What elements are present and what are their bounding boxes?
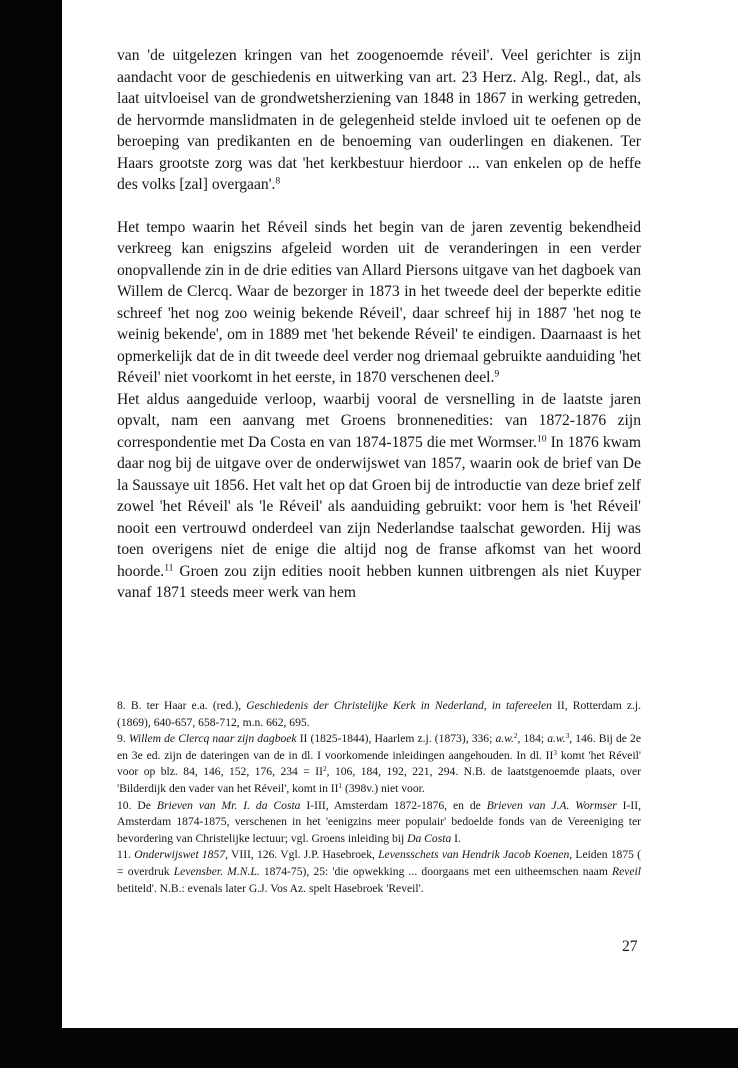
paragraph-1-text: van 'de uitgelezen kringen van het zoogenoemde réveil'. Veel gerichter is zijn aandacht voor de geschiedenis en uitwerking van art. 23 Herz. Alg. Regl., dat, als laat uitvloeisel van de grondwetsherziening van 1848 in 1867 in werking getreden, de hervormde manslidmaten in de gelegenheid stelde invloed uit te oefenen op de beroeping van predikanten en de benoeming van ouderlingen en diakenen. Ter Haars grootste zorg was dat 'het kerkbestuur hierdoor ... van enkelen op de heffe des volks [zal] overgaan'.	[117, 47, 641, 193]
footnote-abbrev: a.w.	[495, 732, 514, 746]
footnote-superscript: 2	[323, 765, 327, 774]
footnote-ref-11: 11	[164, 562, 174, 574]
footnote-superscript: 3	[565, 732, 570, 741]
footnote-title: Onderwijswet 1857	[131, 848, 226, 862]
paragraph-2-text: Het tempo waarin het Réveil sinds het begin van de jaren zeventig bekendheid verkreeg kan enigszins afgeleid worden uit de veranderingen in een verder onopvallende zin in de drie edities van Allard Piersons uitgave van het dagboek van Willem de Clercq. Waar de bezorger in 1873 in het tweede deel der beperkte editie schreef 'het nog zoo weinig bekende Réveil', daar schreef hij in 1887 'het nog te weinig bekende', om in 1889 met 'het bekende Réveil' te eindigen. Daarnaast is het opmerkelijk dat de in dit tweede deel verder nog driemaal gebruikte aanduiding 'het Réveil' niet voorkomt in het eerste, in 1870 verschenen deel.	[117, 218, 641, 386]
paragraph-2	[117, 217, 641, 389]
footnote-abbrev: a.w.	[547, 732, 566, 746]
footnote-superscript: 2	[513, 732, 518, 741]
footnote-text: 1874-75), 25: 'die opwekking ... doorgaans met een uitheemschen naam	[259, 864, 613, 878]
paragraph-3-text-c: Groen zou zijn edities nooit hebben kunnen uitbrengen als niet Kuyper vanaf 1871 steeds meer werk van hem	[117, 562, 641, 601]
footnote-8	[117, 698, 641, 731]
footnote-text: De	[131, 798, 157, 812]
footnote-text: B. ter Haar e.a. (red.),	[125, 699, 247, 712]
footnote-9	[117, 731, 641, 797]
footnote-text: II (1825-1844), Haarlem z.j. (1873), 336;	[296, 732, 496, 746]
footnote-text: , 106, 184, 192, 221, 294. N.B. de laatstgenoemde plaats, over 'Bilderdijk den vader van het Réveil', komt in II	[117, 765, 641, 795]
footnote-title: Reveil	[612, 864, 641, 878]
footnote-text: I-III, Amsterdam 1872-1876, en de	[300, 798, 487, 812]
footnote-title: Levensber. M.N.L.	[173, 864, 260, 878]
footnotes	[117, 698, 641, 897]
body-text	[117, 45, 641, 604]
footnote-text: II, Rotterdam z.j. (1869), 640-657, 658-712, m.n. 662, 695.	[117, 699, 642, 729]
footnote-text: (398v.) niet voor.	[342, 781, 425, 795]
footnote-title: Willem de Clercq naar zijn dagboek	[128, 732, 297, 746]
footnote-title: Levensschets van Hendrik Jacob Koenen	[378, 848, 570, 862]
footnote-title: Geschiedenis der Christelijke Kerk in Nederland, in tafereelen	[246, 699, 552, 712]
scan-border-bottom	[0, 1028, 738, 1068]
footnote-11	[117, 847, 641, 897]
footnote-number: 9.	[117, 732, 126, 746]
paragraph-3	[117, 389, 641, 604]
scan-border-left	[0, 0, 62, 1068]
footnote-text: , Leiden 1875 ( = overdruk	[117, 848, 641, 878]
footnote-text: , 146. Bij de 2e en 3e ed. zijn de dateringen van de in dl. I voorkomende inleidingen aangehouden. In dl. II	[117, 732, 641, 762]
paragraph-3-text-a: Het aldus aangeduide verloop, waarbij vooral de versnelling in de laatste jaren opvalt, nam een aanvang met Groens bronnenedities: van 1872-1876 zijn correspondentie met Da Costa en van 1874-1875 die met Wormser.	[117, 390, 641, 451]
footnote-superscript: 3	[553, 748, 557, 757]
footnote-number: 11.	[117, 848, 132, 862]
footnote-ref-10: 10	[536, 433, 547, 445]
footnote-text: komt 'het Réveil' voor op blz. 84, 146, 152, 176, 234 = II	[117, 748, 641, 779]
footnote-text: betiteld'. N.B.: evenals later G.J. Vos Az. spelt Hasebroek 'Reveil'.	[117, 881, 424, 895]
footnote-ref-9: 9	[494, 368, 500, 380]
footnote-superscript: 1	[338, 782, 343, 791]
footnote-title: Brieven van J.A. Wormser	[486, 798, 617, 812]
footnote-text: , 184;	[517, 732, 548, 746]
page-number: 27	[622, 938, 638, 955]
footnote-title: Brieven van Mr. I. da Costa	[156, 798, 301, 812]
footnote-title: Da Costa	[407, 831, 452, 845]
footnote-number: 8.	[117, 699, 126, 712]
footnote-text: , VIII, 126. Vgl. J.P. Hasebroek,	[225, 848, 379, 862]
paragraph-3-text-b: In 1876 kwam daar nog bij de uitgave over de onderwijswet van 1857, waarin ook de brief van De la Saussaye uit 1856. Het valt het op dat Groen bij de introductie van deze brief zelf zowel 'het Réveil' als 'le Réveil' als aanduiding gebruikt: voor hem is 'het Réveil' nooit een vertrouwd onderdeel van zijn Nederlandse taalschat geworden. Hij was toen overigens niet de enige die altijd nog de franse afkomst van het woord hoorde.	[117, 433, 641, 580]
paragraph-1	[117, 45, 641, 196]
footnote-number: 10.	[117, 798, 132, 812]
footnote-ref-8: 8	[275, 175, 281, 187]
footnote-10	[117, 798, 641, 848]
footnote-text: I-II, Amsterdam 1874-1875, verschenen in het 'eenigzins meer populair' bedoelde fonds van de Vereeniging ter bevordering van Christelijke lectuur; vgl. Groens inleiding bij	[117, 798, 641, 845]
footnote-text: I.	[451, 831, 461, 845]
